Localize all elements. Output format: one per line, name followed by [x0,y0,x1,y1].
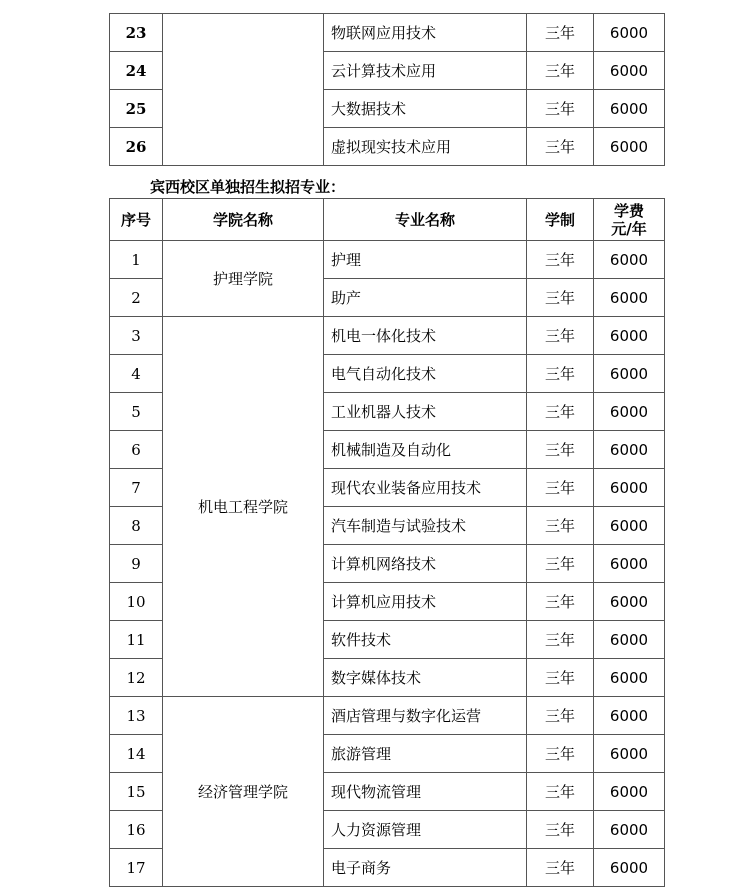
row-number: 13 [110,697,163,735]
major-name: 酒店管理与数字化运营 [324,697,527,735]
study-years: 三年 [527,735,594,773]
major-name: 旅游管理 [324,735,527,773]
header-fee-line2: 元/年 [611,219,647,238]
row-number: 14 [110,735,163,773]
major-name: 电子商务 [324,849,527,887]
major-name: 云计算技术应用 [324,52,527,90]
row-number: 9 [110,545,163,583]
tuition-fee: 6000 [594,52,665,90]
section-title: 宾西校区单独招生拟招专业： [150,178,346,196]
row-number: 24 [110,52,163,90]
major-name: 机电一体化技术 [324,317,527,355]
tuition-fee: 6000 [594,279,665,317]
tuition-fee: 6000 [594,469,665,507]
row-number: 26 [110,128,163,166]
study-years: 三年 [527,849,594,887]
major-name: 数字媒体技术 [324,659,527,697]
row-number: 4 [110,355,163,393]
study-years: 三年 [527,14,594,52]
header-no: 序号 [110,199,163,241]
tuition-fee: 6000 [594,14,665,52]
row-number: 5 [110,393,163,431]
tuition-fee: 6000 [594,507,665,545]
row-number: 2 [110,279,163,317]
continued-majors-table [109,13,665,166]
tuition-fee: 6000 [594,621,665,659]
table-row [110,14,665,52]
row-number: 16 [110,811,163,849]
study-years: 三年 [527,279,594,317]
tuition-fee: 6000 [594,393,665,431]
study-years: 三年 [527,355,594,393]
major-name: 现代农业装备应用技术 [324,469,527,507]
major-name: 计算机网络技术 [324,545,527,583]
header-major: 专业名称 [324,199,527,241]
binxi-majors-table [109,198,665,887]
row-number: 10 [110,583,163,621]
college-name: 机电工程学院 [163,317,324,697]
study-years: 三年 [527,128,594,166]
study-years: 三年 [527,507,594,545]
row-number: 6 [110,431,163,469]
tuition-fee: 6000 [594,431,665,469]
major-name: 软件技术 [324,621,527,659]
tuition-fee: 6000 [594,735,665,773]
study-years: 三年 [527,52,594,90]
header-fee [594,199,665,241]
tuition-fee: 6000 [594,241,665,279]
study-years: 三年 [527,393,594,431]
row-number: 8 [110,507,163,545]
header-college: 学院名称 [163,199,324,241]
header-years: 学制 [527,199,594,241]
table-header-row [110,199,665,241]
table-row [110,241,665,279]
study-years: 三年 [527,469,594,507]
study-years: 三年 [527,773,594,811]
major-name: 大数据技术 [324,90,527,128]
major-name: 助产 [324,279,527,317]
major-name: 汽车制造与试验技术 [324,507,527,545]
table-row [110,317,665,355]
study-years: 三年 [527,90,594,128]
study-years: 三年 [527,545,594,583]
tuition-fee: 6000 [594,317,665,355]
major-name: 人力资源管理 [324,811,527,849]
major-name: 机械制造及自动化 [324,431,527,469]
study-years: 三年 [527,431,594,469]
college-name: 护理学院 [163,241,324,317]
tuition-fee: 6000 [594,545,665,583]
tuition-fee: 6000 [594,849,665,887]
row-number: 3 [110,317,163,355]
row-number: 15 [110,773,163,811]
row-number: 23 [110,14,163,52]
study-years: 三年 [527,583,594,621]
tuition-fee: 6000 [594,583,665,621]
major-name: 工业机器人技术 [324,393,527,431]
header-fee-line1: 学费 [613,201,644,220]
major-name: 计算机应用技术 [324,583,527,621]
study-years: 三年 [527,659,594,697]
tuition-fee: 6000 [594,128,665,166]
row-number: 12 [110,659,163,697]
tuition-fee: 6000 [594,773,665,811]
row-number: 25 [110,90,163,128]
college-cell [163,14,324,166]
row-number: 17 [110,849,163,887]
study-years: 三年 [527,317,594,355]
row-number: 11 [110,621,163,659]
tuition-fee: 6000 [594,659,665,697]
tuition-fee: 6000 [594,355,665,393]
table-row [110,697,665,735]
study-years: 三年 [527,811,594,849]
row-number: 1 [110,241,163,279]
study-years: 三年 [527,621,594,659]
row-number: 7 [110,469,163,507]
college-name: 经济管理学院 [163,697,324,887]
major-name: 护理 [324,241,527,279]
major-name: 电气自动化技术 [324,355,527,393]
study-years: 三年 [527,697,594,735]
tuition-fee: 6000 [594,811,665,849]
tuition-fee: 6000 [594,90,665,128]
major-name: 虚拟现实技术应用 [324,128,527,166]
study-years: 三年 [527,241,594,279]
tuition-fee: 6000 [594,697,665,735]
major-name: 物联网应用技术 [324,14,527,52]
major-name: 现代物流管理 [324,773,527,811]
